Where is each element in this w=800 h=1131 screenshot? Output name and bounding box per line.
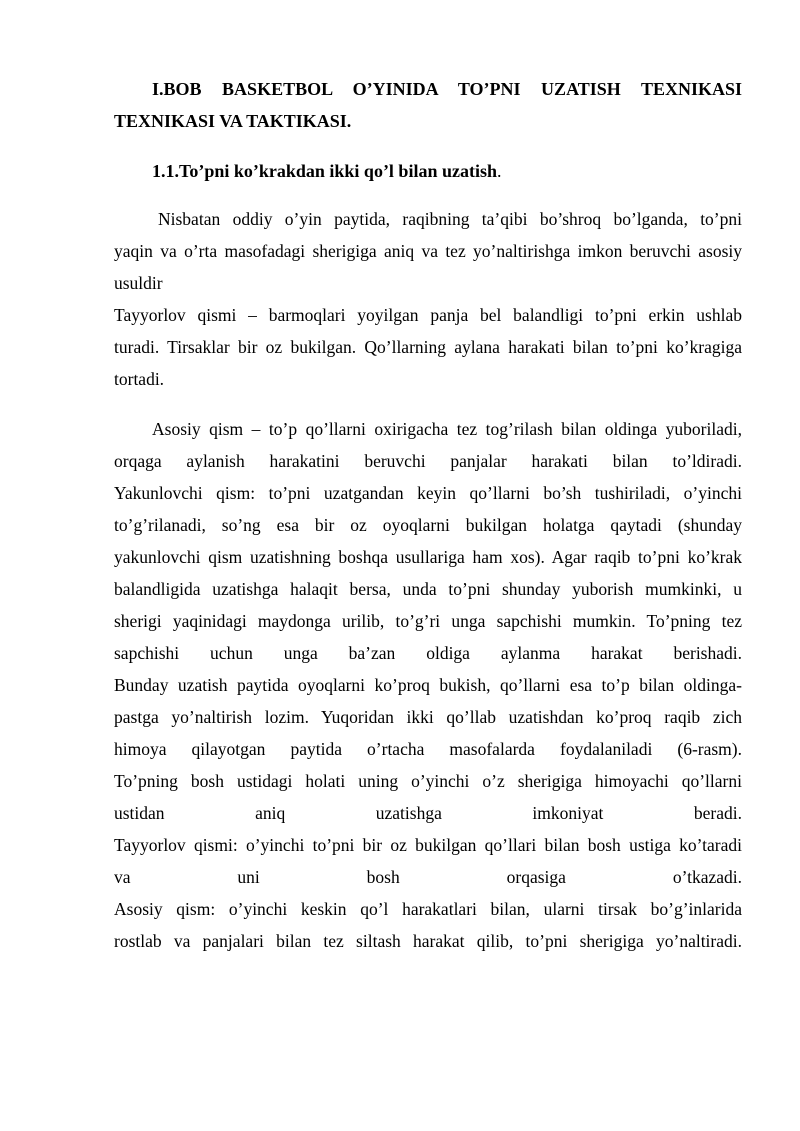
paragraph-line: Asosiy qism: o’yinchi keskin qo’l harakatlari bilan, ularni tirsak bo’g’inlarida bbox=[114, 899, 742, 919]
paragraph-line: pastga yo’naltirish lozim. Yuqoridan ikki qo’llab uzatishdan ko’proq raqib zich bbox=[114, 707, 742, 727]
paragraph-line: va uni bosh orqasiga o’tkazadi. bbox=[114, 867, 742, 887]
section-heading-title: 1.1.To’pni ko’krakdan ikki qo’l bilan uzatish bbox=[152, 161, 497, 181]
section-heading-suffix: . bbox=[496, 161, 502, 181]
paragraph-line: sherigi yaqinidagi maydonga urilib, to’g’ri unga sapchishi mumkin. To’pning tez bbox=[114, 611, 742, 631]
paragraph-line: turadi. Tirsaklar bir oz bukilgan. Qo’llarning aylana harakati bilan to’pni ko’kragiga bbox=[114, 337, 742, 357]
paragraph-line: usuldir bbox=[114, 273, 163, 293]
paragraph-line: rostlab va panjalari bilan tez siltash harakat qilib, to’pni sherigiga yo’naltiradi. bbox=[114, 931, 742, 951]
paragraph-line: Nisbatan oddiy o’yin paytida, raqibning ta’qibi bo’shroq bo’lganda, to’pni bbox=[158, 209, 742, 229]
paragraph-line: Asosiy qism – to’p qo’llarni oxirigacha tez tog’rilash bilan oldinga yuboriladi, bbox=[152, 419, 742, 439]
paragraph-line: orqaga aylanish harakatini beruvchi panjalar harakati bilan to’ldiradi. bbox=[114, 451, 742, 471]
paragraph-line: yakunlovchi qism uzatishning boshqa usullariga ham xos). Agar raqib to’pni ko’krak bbox=[114, 547, 742, 567]
paragraph-line: balandligida uzatishga halaqit bersa, unda to’pni shunday yuborish mumkinki, u bbox=[114, 579, 742, 599]
section-heading bbox=[114, 155, 780, 187]
paragraph-line: sapchishi uchun unga ba’zan oldiga aylanma harakat berishadi. bbox=[114, 643, 742, 663]
paragraph-line: himoya qilayotgan paytida o’rtacha masofalarda foydalaniladi (6-rasm). bbox=[114, 739, 742, 759]
paragraph-line: Bunday uzatish paytida oyoqlarni ko’proq bukish, qo’llarni esa to’p bilan oldinga- bbox=[114, 675, 742, 695]
paragraph-line: to’g’rilanadi, so’ng esa bir oz oyoqlarni bukilgan holatga qaytadi (shunday bbox=[114, 515, 742, 535]
paragraph-line: tortadi. bbox=[114, 369, 165, 389]
chapter-heading-line-1: I.BOB BASKETBOL O’YINIDA TO’PNI UZATISH TEXNIKASI bbox=[152, 79, 742, 99]
paragraph-line: Tayyorlov qismi: o’yinchi to’pni bir oz bukilgan qo’llari bilan bosh ustiga ko’taradi bbox=[114, 835, 742, 855]
paragraph-line: ustidan aniq uzatishga imkoniyat beradi. bbox=[114, 803, 742, 823]
paragraph-line: To’pning bosh ustidagi holati uning o’yinchi o’z sherigiga himoyachi qo’llarni bbox=[114, 771, 742, 791]
paragraph-line: yaqin va o’rta masofadagi sherigiga aniq va tez yo’naltirishga imkon beruvchi asosiy bbox=[114, 241, 742, 261]
chapter-heading-line-2: TEXNIKASI VA TAKTIKASI. bbox=[114, 111, 352, 131]
chapter-heading bbox=[114, 73, 742, 137]
paragraph-line: Tayyorlov qismi – barmoqlari yoyilgan panja bel balandligi to’pni erkin ushlab bbox=[114, 305, 742, 325]
paragraph-line: Yakunlovchi qism: to’pni uzatgandan keyin qo’llarni bo’sh tushiriladi, o’yinchi bbox=[114, 483, 742, 503]
